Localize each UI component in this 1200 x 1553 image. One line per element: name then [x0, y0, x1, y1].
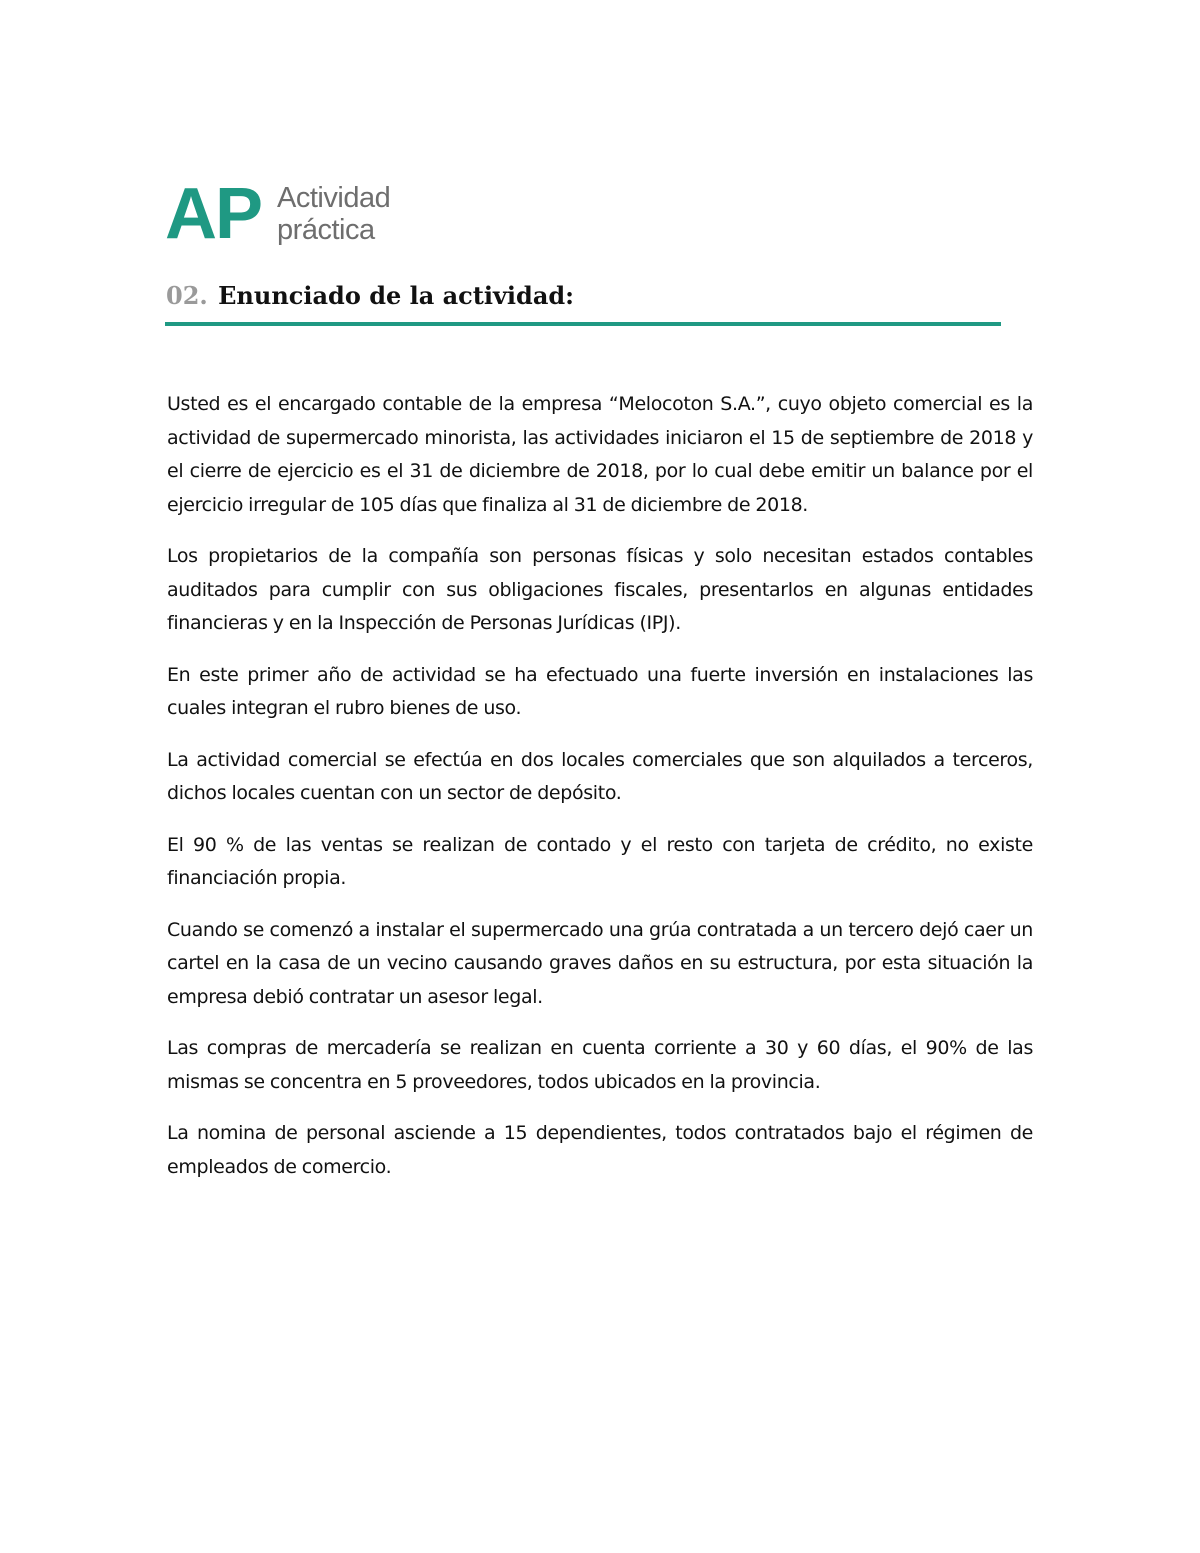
activity-logo — [165, 174, 391, 254]
section-heading — [166, 280, 574, 312]
paragraph: Usted es el encargado contable de la empresa “Melocoton S.A.”, cuyo objeto comercial es la actividad de supermercado minorista, las actividades iniciaron el 15 de septiembre de 2018 y el cierre de ejercicio es el 31 de diciembre de 2018, por lo cual debe emitir un balance por el ejercicio irregular de 105 días que finaliza al 31 de diciembre de 2018. — [167, 393, 1033, 516]
paragraph: Cuando se comenzó a instalar el supermercado una grúa contratada a un tercero dejó caer un cartel en la casa de un vecino causando graves daños en su estructura, por esta situación la empresa debió contratar un asesor legal. — [167, 918, 1033, 1008]
section-number: 02. — [166, 281, 208, 310]
paragraph: La nomina de personal asciende a 15 dependientes, todos contratados bajo el régimen de empleados de comercio. — [167, 1122, 1033, 1178]
paragraph: Los propietarios de la compañía son personas físicas y solo necesitan estados contables auditados para cumplir con sus obligaciones fiscales, presentarlos en algunas entidades financieras y en la Inspección de Personas Jurídicas (IPJ). — [167, 545, 1033, 634]
section-title: Enunciado de la actividad: — [218, 281, 575, 310]
logo-line-2: práctica — [277, 214, 375, 246]
logo-line-1: Actividad — [277, 182, 391, 214]
heading-divider — [165, 322, 1001, 326]
paragraph: La actividad comercial se efectúa en dos locales comerciales que son alquilados a terceros, dichos locales cuentan con un sector de depósito. — [167, 748, 1033, 804]
paragraph: El 90 % de las ventas se realizan de contado y el resto con tarjeta de crédito, no existe financiación propia. — [167, 833, 1033, 889]
paragraph: Las compras de mercadería se realizan en cuenta corriente a 30 y 60 días, el 90% de las mismas se concentra en 5 proveedores, todos ubicados en la provincia. — [167, 1037, 1033, 1093]
logo-mark: AP — [165, 174, 262, 254]
logo-wordmark — [277, 182, 390, 246]
paragraph: En este primer año de actividad se ha efectuado una fuerte inversión en instalaciones las cuales integran el rubro bienes de uso. — [167, 663, 1033, 719]
activity-statement — [167, 388, 1033, 1202]
